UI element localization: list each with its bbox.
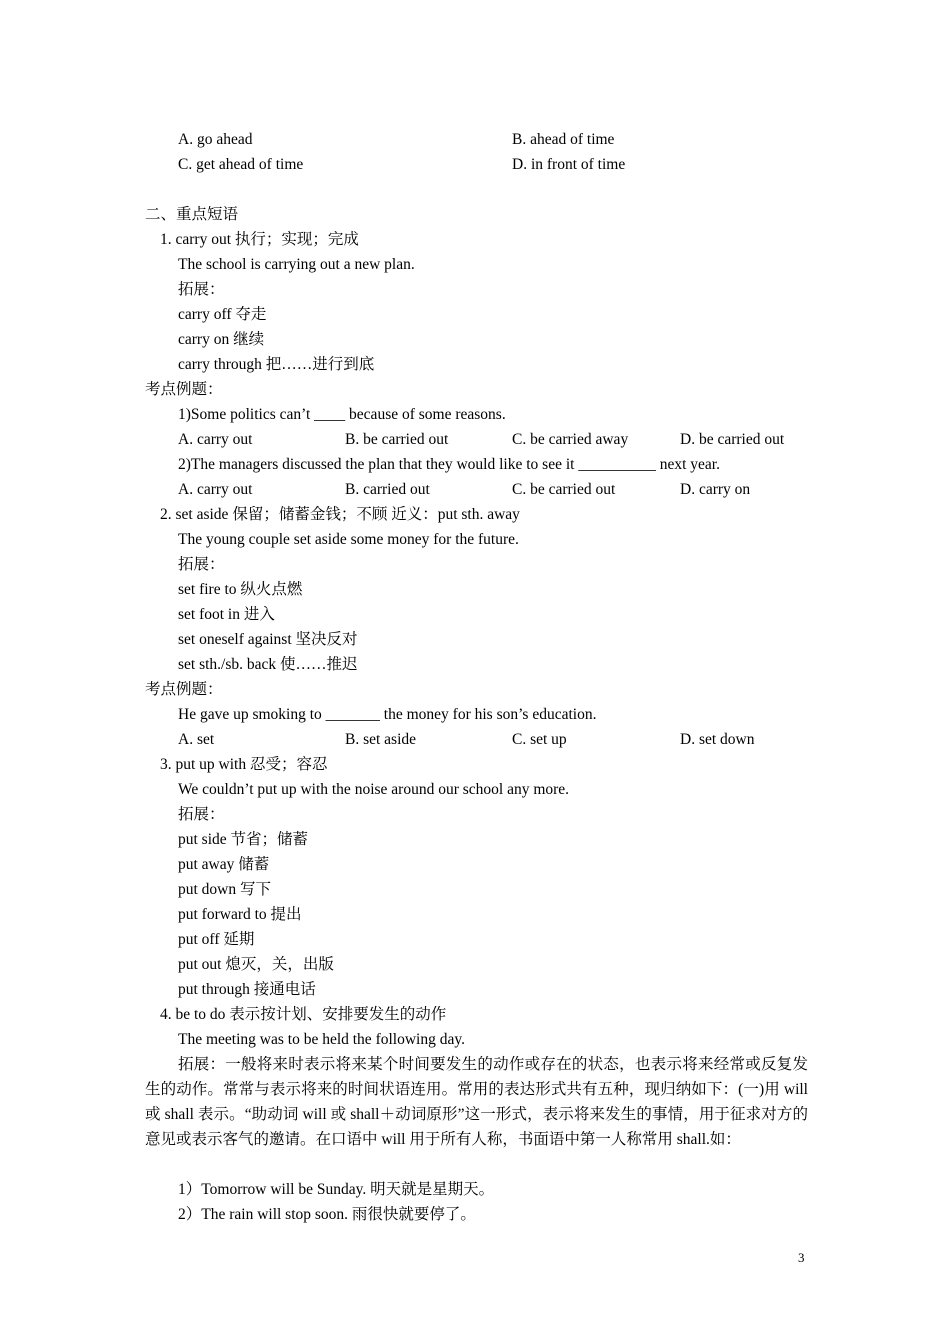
extension-item: put through 接通电话 [178, 981, 316, 998]
example-sentence: 2）The rain will stop soon. 雨很快就要停了。 [178, 1206, 476, 1223]
question-option: B. carried out [345, 481, 430, 498]
extension-item: put out 熄灭，关，出版 [178, 956, 334, 973]
extension-item: set sth./sb. back 使……推迟 [178, 656, 358, 673]
extension-item: put off 延期 [178, 931, 255, 948]
extension-item: put forward to 提出 [178, 906, 302, 923]
question-option: A. carry out [178, 431, 253, 448]
question-option: C. be carried away [512, 431, 629, 448]
extension-item: carry on 继续 [178, 331, 265, 348]
extension-item: set oneself against 坚决反对 [178, 631, 358, 648]
question-option: B. set aside [345, 731, 417, 748]
explanation-paragraph: 拓展：一般将来时表示将来某个时间要发生的动作或存在的状态，也表示将来经常或反复发生的动作。常常与表示将来的时间状语连用。常用的表达形式共有五种，现归纳如下：(一)用 will 或 shall 表示。“助动词 will 或 shall＋动词原形”这一形式，表示将来发生的事情，用于征求对方的意见或表示客气的邀请。在口语中 will 用于所有人称，书面语中第一人称常用 shall.如： [145, 1056, 808, 1148]
item-heading: 3. put up with 忍受；容忍 [160, 756, 328, 773]
question-option: D. carry on [680, 481, 751, 498]
item-heading: 1. carry out 执行；实现；完成 [160, 231, 359, 248]
question-stem: He gave up smoking to _______ the money for his son’s education. [178, 706, 597, 723]
extension-item: set fire to 纵火点燃 [178, 581, 303, 598]
extension-label: 拓展： [178, 281, 225, 298]
extension-item: carry through 把……进行到底 [178, 356, 375, 373]
example-sentence: The meeting was to be held the following day. [178, 1031, 465, 1048]
question-option: D. set down [680, 731, 755, 748]
question-option: B. be carried out [345, 431, 449, 448]
option-c: C. get ahead of time [178, 156, 304, 173]
extension-item: put away 储蓄 [178, 856, 270, 873]
exam-label: 考点例题： [145, 381, 223, 398]
example-sentence: The school is carrying out a new plan. [178, 256, 415, 273]
question-option: C. set up [512, 731, 567, 748]
section-title: 二、重点短语 [145, 206, 239, 223]
extension-item: put down 写下 [178, 881, 272, 898]
question-option: D. be carried out [680, 431, 785, 448]
item-heading: 2. set aside 保留；储蓄金钱；不顾 近义：put sth. away [160, 506, 520, 523]
item-heading: 4. be to do 表示按计划、安排要发生的动作 [160, 1006, 447, 1023]
option-b: B. ahead of time [512, 131, 615, 148]
extension-item: put side 节省；储蓄 [178, 831, 309, 848]
example-sentence: The young couple set aside some money for the future. [178, 531, 519, 548]
extension-label: 拓展： [178, 806, 225, 823]
option-a: A. go ahead [178, 131, 253, 148]
extension-label: 拓展： [178, 556, 225, 573]
example-sentence: 1）Tomorrow will be Sunday. 明天就是星期天。 [178, 1181, 495, 1198]
question-stem: 1)Some politics can’t ____ because of some reasons. [178, 406, 506, 423]
page-number: 3 [798, 1250, 805, 1265]
exam-label: 考点例题： [145, 681, 223, 698]
extension-item: set foot in 进入 [178, 606, 275, 623]
question-option: C. be carried out [512, 481, 616, 498]
option-d: D. in front of time [512, 156, 626, 173]
question-option: A. carry out [178, 481, 253, 498]
extension-item: carry off 夺走 [178, 306, 267, 323]
example-sentence: We couldn’t put up with the noise around our school any more. [178, 781, 570, 798]
question-option: A. set [178, 731, 215, 748]
question-stem: 2)The managers discussed the plan that they would like to see it __________ next year. [178, 456, 720, 473]
